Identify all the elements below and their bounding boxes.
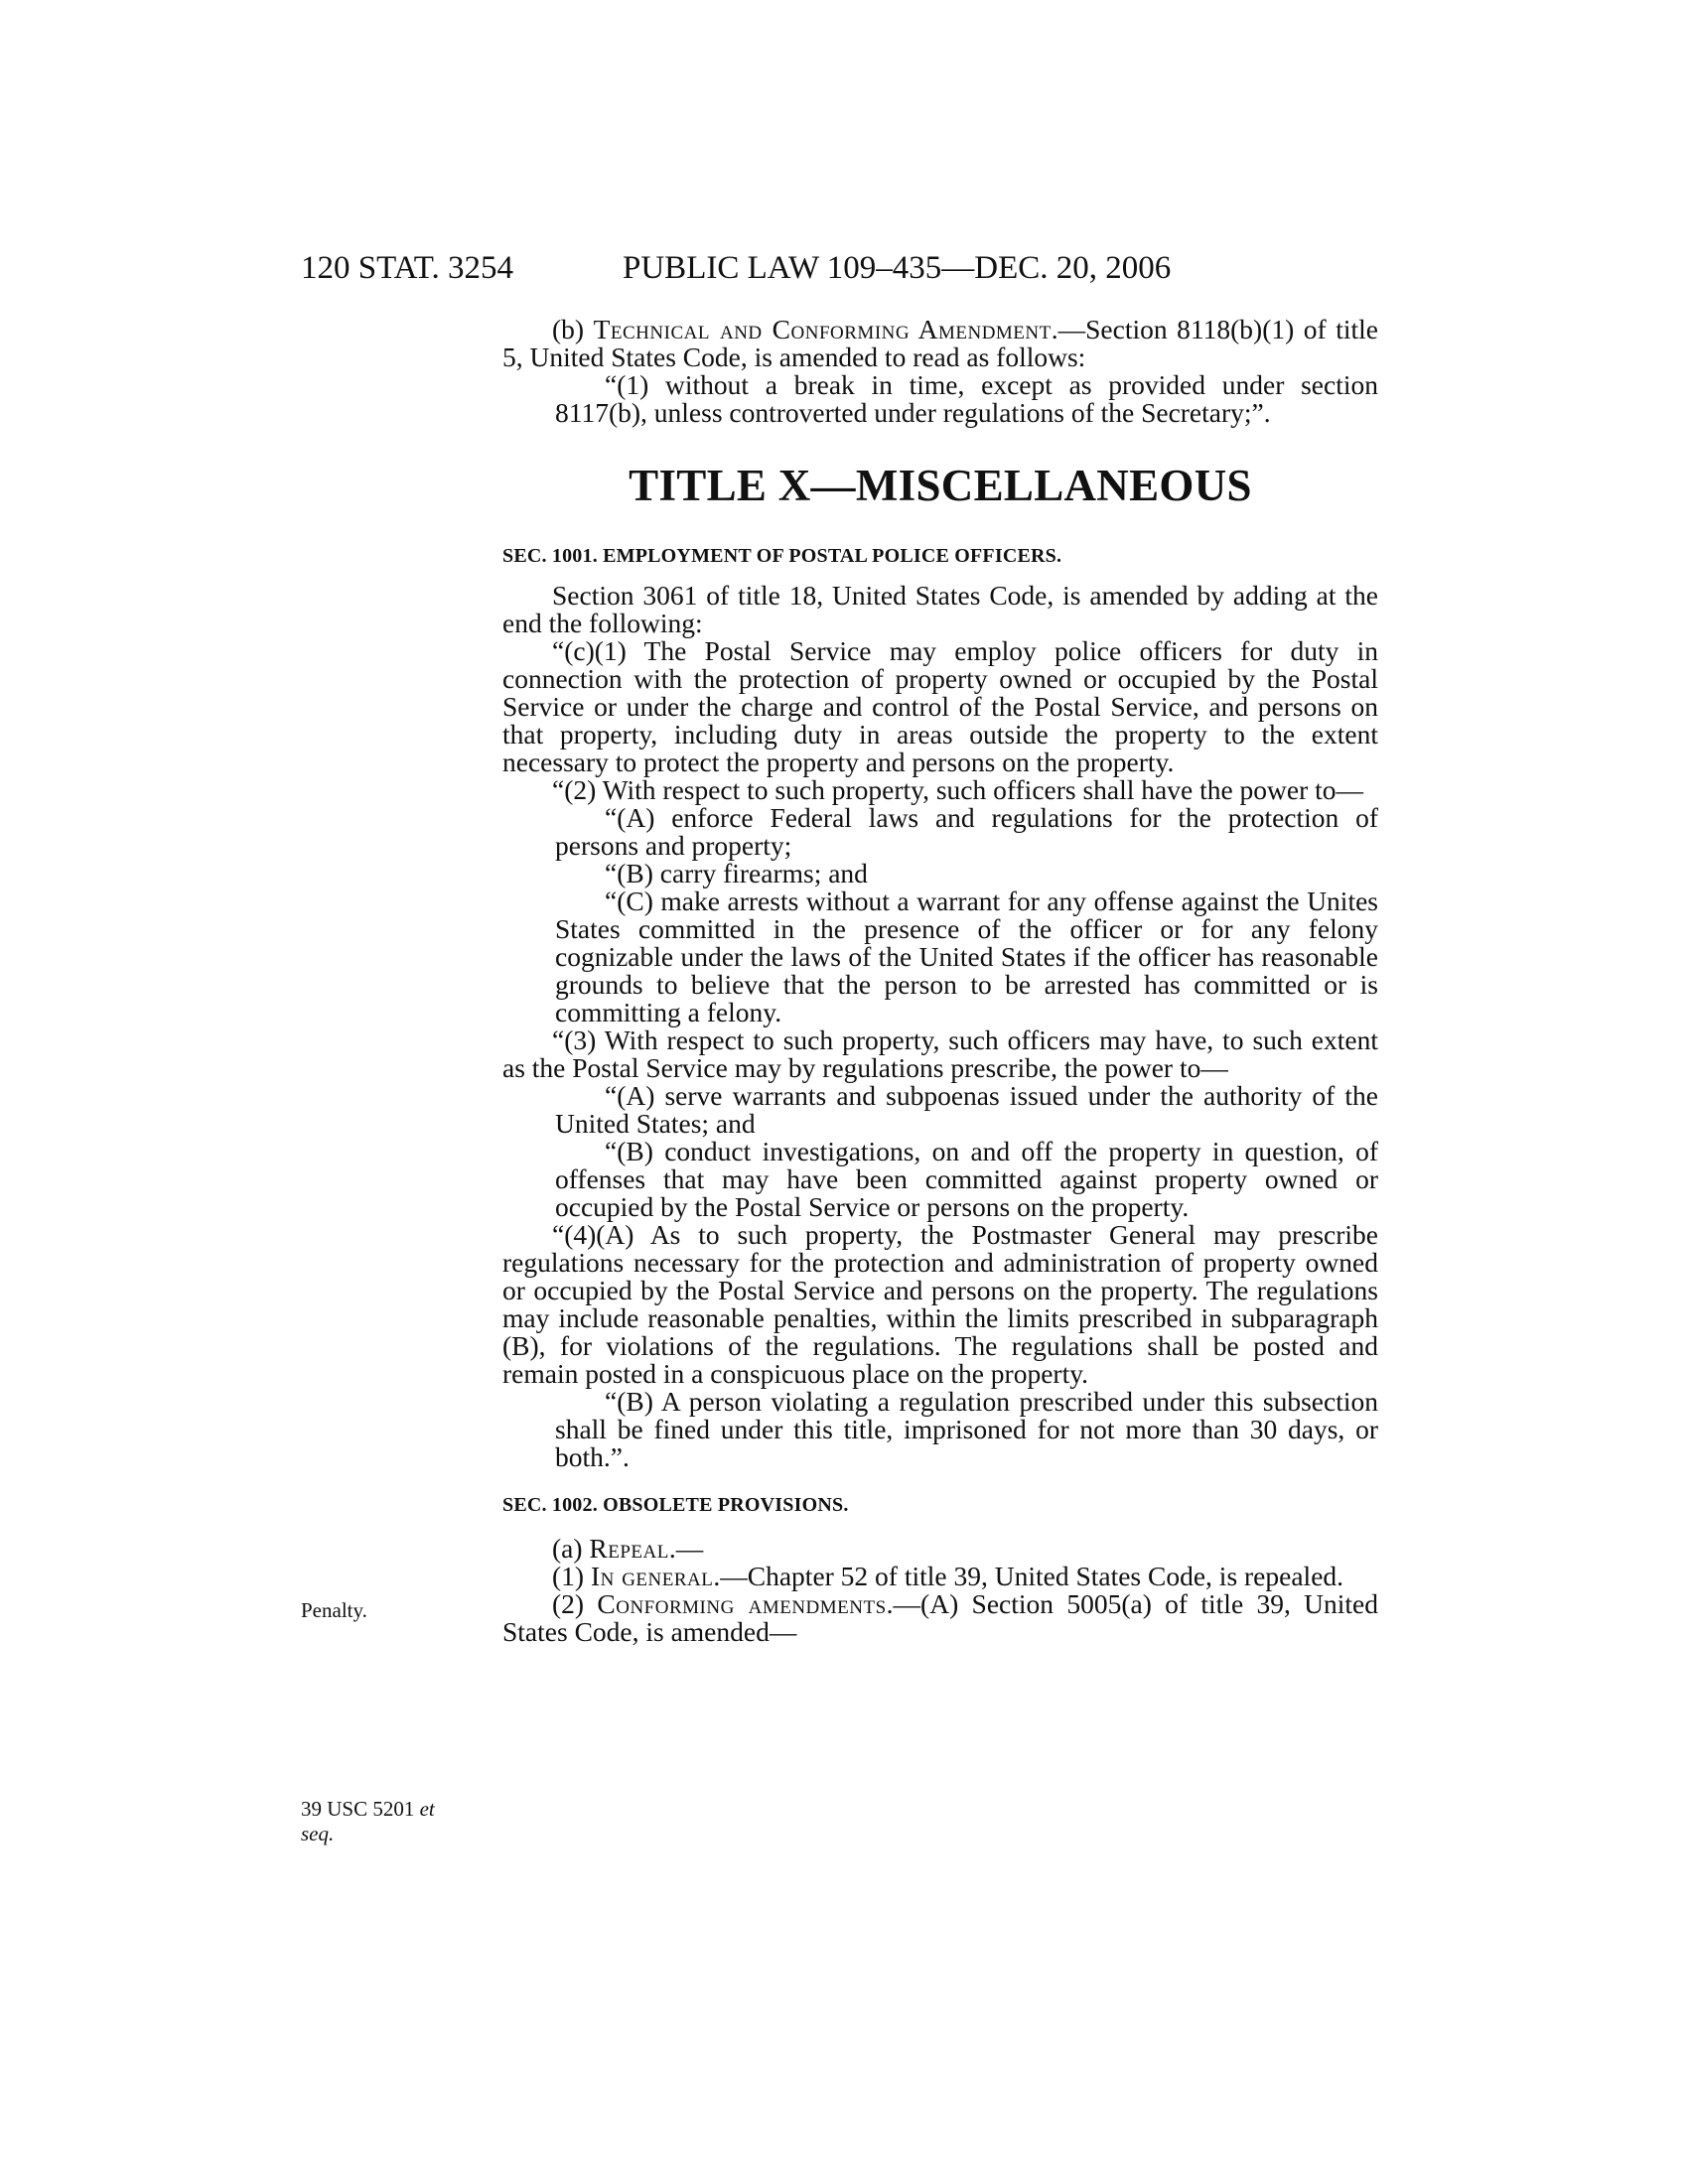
paragraph-a1-heading: In general [590,1561,714,1591]
subsection-b-text: .—Section 8118(b)(1) of title 5, United States Code, is amended to read as follows: [502,314,1378,372]
paragraph-a2-label: (2) [552,1588,598,1619]
paragraph-c1: “(c)(1) The Postal Service may employ police officers for duty in connection with the protection of property owned or occupied by the Postal Service or under the charge and control of the Postal Service, and persons on that property, including duty in areas outside the property to the extent necessary to protect the property and persons on the property. [502,635,1378,777]
section-1001-heading: SEC. 1001. EMPLOYMENT OF POSTAL POLICE OFFICERS. [502,545,1062,567]
document-body [502,316,1378,1646]
subsection-a-dash: .— [668,1533,704,1564]
subsection-a-label: (a) [552,1533,590,1564]
paragraph-c4-A: “(4)(A) As to such property, the Postmaster General may prescribe regulations necessary for the protection and administration of property owned or occupied by the Postal Service and persons on the property. The regulations may include reasonable penalties, within the limits prescribed in subparagraph (B), for violations of the regulations. The regulations shall be posted and remain posted in a conspicuous place on the property. [502,1219,1378,1389]
paragraph-c2: “(2) With respect to such property, such officers shall have the power to— [552,774,1364,805]
section-1002-heading: SEC. 1002. OBSOLETE PROVISIONS. [502,1494,849,1516]
paragraph-c2-C: “(C) make arrests without a warrant for any offense against the Unites States committed in the presence of the officer or for any felony cognizable under the laws of the United States if the officer has reasonable grounds to believe that the person to be arrested has committed or is committing a felony. [555,886,1378,1027]
paragraph-a1 [502,1563,1378,1590]
subsection-b-quote: “(1) without a break in time, except as provided under section 8117(b), unless controverted under regulations of the Secretary;”. [555,369,1378,428]
paragraph-a2-text: .—(A) Section 5005(a) of title 39, United States Code, is amended— [502,1588,1378,1647]
subsection-a-heading: Repeal [589,1533,669,1564]
paragraph-a1-text: .—Chapter 52 of title 39, United States Code, is repealed. [713,1561,1344,1591]
paragraph-c3-A: “(A) serve warrants and subpoenas issued under the authority of the United States; and [555,1080,1378,1139]
section-1001-intro: Section 3061 of title 18, United States Code, is amended by adding at the end the following: [502,580,1378,638]
margin-note-penalty: Penalty. [301,1598,367,1622]
usc-ref-seq: seq. [301,1822,335,1845]
title-heading: TITLE X—MISCELLANEOUS [629,461,1252,510]
subsection-b-heading: Technical and Conforming Amendment [593,314,1052,344]
paragraph-c2-B: “(B) carry firearms; and [605,858,868,888]
paragraph-a2-heading: Conforming amendments [597,1588,887,1619]
paragraph-c3-B: “(B) conduct investigations, on and off the property in question, of offenses that may have been committed against property owned or occupied by the Postal Service or persons on the property. [555,1136,1378,1222]
subsection-b [502,316,1378,371]
subsection-a [502,1535,1378,1563]
subsection-b-label: (b) [552,314,594,344]
law-header: PUBLIC LAW 109–435—DEC. 20, 2006 [623,250,1172,286]
paragraph-a2 [502,1590,1378,1646]
page-citation: 120 STAT. 3254 [301,250,514,286]
usc-ref-et: et [419,1797,435,1821]
paragraph-c3: “(3) With respect to such property, such officers may have, to such extent as the Postal Service may by regulations prescribe, the power to— [502,1024,1378,1083]
paragraph-c4-B: “(B) A person violating a regulation prescribed under this subsection shall be fined under this title, imprisoned for not more than 30 days, or both.”. [555,1386,1378,1472]
paragraph-a1-label: (1) [552,1561,591,1591]
usc-ref-main: 39 USC 5201 [301,1797,420,1821]
margin-note-usc-reference [301,1797,435,1846]
paragraph-c2-A: “(A) enforce Federal laws and regulations for the protection of persons and property; [555,802,1378,861]
